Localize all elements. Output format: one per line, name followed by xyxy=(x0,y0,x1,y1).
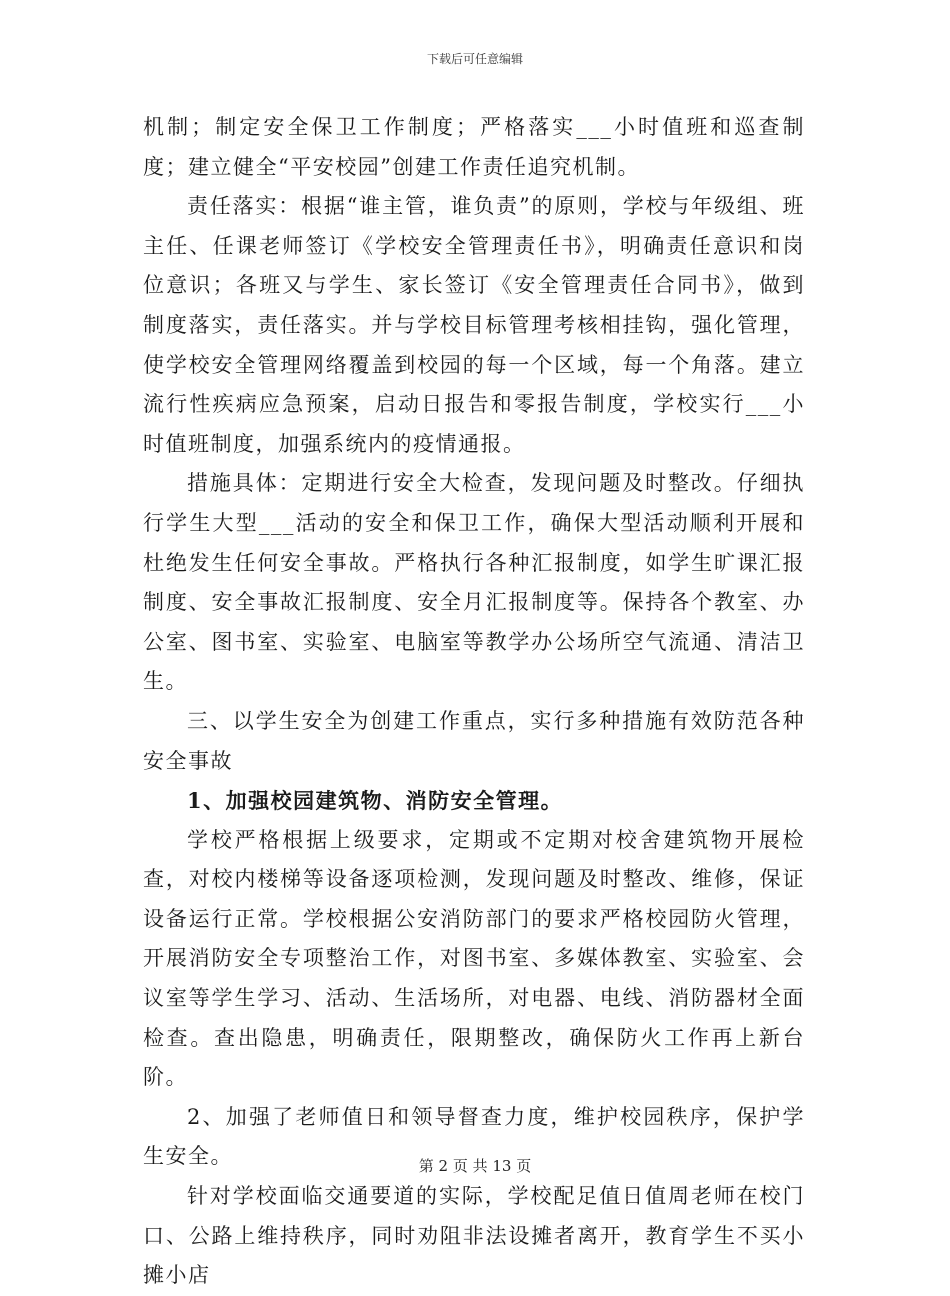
paragraph-mechanism: 机制；制定安全保卫工作制度；严格落实___小时值班和巡查制度；建立健全“平安校园”创建工作责任追究机制。 xyxy=(143,115,805,179)
subheading-teacher-duty: 2、加强了老师值日和领导督查力度，维护校园秩序，保护学生安全。 xyxy=(143,1104,805,1169)
page-header: 下载后可任意编辑 xyxy=(426,52,523,66)
document-body xyxy=(143,108,805,1296)
paragraph-traffic: 针对学校面临交通要道的实际，学校配足值日值周老师在校门口、公路上维持秩序，同时劝阻非法设摊者离开，教育学生不买小摊小店 xyxy=(143,1184,805,1288)
paragraph-building-inspection: 学校严格根据上级要求，定期或不定期对校舍建筑物开展检查，对校内楼梯等设备逐项检测，发现问题及时整改、维修，保证设备运行正常。学校根据公安消防部门的要求严格校园防火管理，开展消防安全专项整治工作，对图书室、多媒体教室、实验室、会议室等学生学习、活动、生活场所，对电器、电线、消防器材全面检查。查出隐患，明确责任，限期整改，确保防火工作再上新台阶。 xyxy=(143,827,805,1090)
paragraph-responsibility: 责任落实：根据“谁主管，谁负责”的原则，学校与年级组、班主任、任课老师签订《学校安全管理责任书》，明确责任意识和岗位意识；各班又与学生、家长签订《安全管理责任合同书》，做到制度落实，责任落实。并与学校目标管理考核相挂钩，强化管理，使学校安全管理网络覆盖到校园的每一个区域，每一个角落。建立流行性疾病应急预案，启动日报告和零报告制度，学校实行___小时值班制度，加强系统内的疫情通报。 xyxy=(143,194,805,456)
subheading-building-fire-safety: 1、加强校园建筑物、消防安全管理。 xyxy=(187,788,564,814)
paragraph-measures: 措施具体：定期进行安全大检查，发现问题及时整改。仔细执行学生大型___活动的安全和保卫工作，确保大型活动顺利开展和杜绝发生任何安全事故。严格执行各种汇报制度，如学生旷课汇报制度、安全事故汇报制度、安全月汇报制度等。保持各个教室、办公室、图书室、实验室、电脑室等教学办公场所空气流通、清洁卫生。 xyxy=(143,471,805,694)
section-heading-student-safety: 三、以学生安全为创建工作重点，实行多种措施有效防范各种安全事故 xyxy=(143,708,805,773)
page-footer: 第 2 页 共 13 页 xyxy=(418,1157,532,1175)
